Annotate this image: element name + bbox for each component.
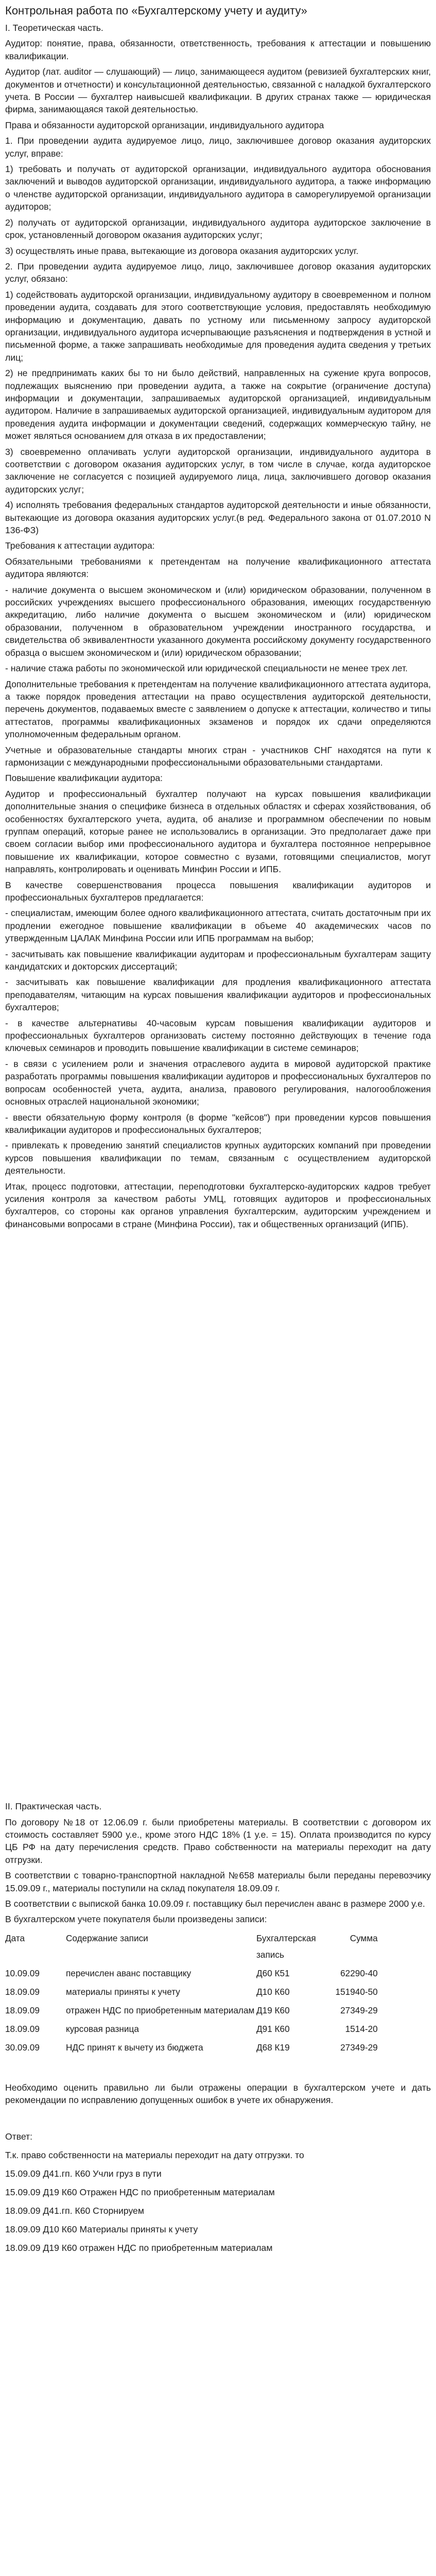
paragraph: - привлекать к проведению занятий специалистов крупных аудиторских компаний при проведении курсов повышения квалификации по темам, связанным с осуществлением аудиторской деятельности. bbox=[5, 1140, 431, 1176]
paragraph: В качестве совершенствования процесса повышения квалификации аудиторов и профессиональных бухгалтеров предлагается: bbox=[5, 879, 431, 903]
column-header: Сумма bbox=[350, 1933, 378, 1943]
paragraph: По договору №18 от 12.06.09 г. были приобретены материалы. В соответствии с договором их стоимость составляет 5900 у.е., кроме этого НДС 18% (1 у.е. = 15). Оплата производится по курсу ЦБ РФ на дату перечисления средств. Право собственности на материалы переходит на дату отгрузки. bbox=[5, 1817, 431, 1865]
paragraph: - наличие стажа работы по экономической или юридической специальности не менее трех лет. bbox=[5, 663, 408, 674]
table-row bbox=[5, 2001, 378, 2020]
paragraph: Требования к аттестации аудитора: bbox=[5, 540, 155, 551]
paragraph: 2) получать от аудиторской организации, индивидуального аудитора аудиторское заключение в срок, установленный договором оказания аудиторских услуг; bbox=[5, 217, 431, 241]
blank-space bbox=[5, 2061, 431, 2081]
answer-line: 18.09.09 Д41.гп. К60 Сторнируем bbox=[5, 2206, 144, 2216]
paragraph: Аудитор: понятие, права, обязанности, ответственность, требования к аттестации и повышению квалификации. bbox=[5, 38, 431, 61]
paragraph: Повышение квалификации аудитора: bbox=[5, 773, 163, 784]
paragraph: - засчитывать как повышение квалификации аудиторам и профессиональным бухгалтерам защиту кандидатских и докторских диссертаций; bbox=[5, 948, 431, 972]
table-cell: 62290-40 bbox=[340, 1968, 378, 1978]
table-row bbox=[5, 2020, 378, 2038]
paragraph: - в качестве альтернативы 40-часовым курсам повышения квалификации аудиторов и профессиональных бухгалтеров организовать систему постоянно действующих в течение года ключевых семинаров и проводить повышение квалификации в системе семинаров; bbox=[5, 1018, 431, 1054]
table-header-row bbox=[5, 1929, 378, 1964]
table-cell: 27349-29 bbox=[340, 2042, 378, 2053]
column-header: Бухгалтерская запись bbox=[256, 1933, 316, 1960]
paragraph: 3) осуществлять иные права, вытекающие из договора оказания аудиторских услуг. bbox=[5, 245, 359, 256]
table-cell: Д91 К60 bbox=[256, 2023, 290, 2034]
blank-space bbox=[5, 2110, 431, 2130]
paragraph: В соответствии с товарно-транспортной накладной №658 материалы были переданы перевозчику 15.09.09 г., материалы поступили на склад покупателя 18.09.09 г. bbox=[5, 1870, 431, 1893]
paragraph: - наличие документа о высшем экономическом и (или) юридическом образовании, полученном в российских учреждениях высшего профессионального образования, имеющих государственную аккредитацию, либо наличие документа о высшем экономическом и (или) юридическом образовании, полученном в образовательном учреждении иностранного государства, и свидетельства об эквивалентности указанного документа российскому документу государственного образца о высшем экономическом и (или) юридическом образовании; bbox=[5, 584, 431, 658]
paragraph: Итак, процесс подготовки, аттестации, переподготовки бухгалтерско-аудиторских кадров требует усиления контроля за качеством работы УМЦ, готовящих аудиторов и профессиональных бухгалтеров, со стороны как органов управления бухгалтерским, аудиторским учреждением и финансовыми вопросами в стране (Минфина России), так и общественных организаций (ИПБ). bbox=[5, 1181, 431, 1229]
answer-line: 15.09.09 Д41.гп. К60 Учли груз в пути bbox=[5, 2168, 162, 2179]
page-title: Контрольная работа по «Бухгалтерскому учету и аудиту» bbox=[5, 4, 307, 17]
paragraph: 4) исполнять требования федеральных стандартов аудиторской деятельности и иные обязанности, вытекающие из договора оказания аудиторских услуг.(в ред. Федерального закона от 01.07.2010 N 136-ФЗ) bbox=[5, 500, 431, 536]
table-row bbox=[5, 1964, 378, 1982]
paragraph: Аудитор и профессиональный бухгалтер получают на курсах повышения квалификации дополнительные знания о специфике бизнеса в отдельных областях и сферах хозяйствования, об особенностях бухгалтерского учета, аудита, об анализе и программном обеспечении по новым группам операций, которые ранее не использовались в организации. Это предполагает даже при своем согласии выбор ими профессионального аудитора и бухгалтера постоянное непрерывное повышение их квалификации, которое совместно с вузами, готовящими специалистов, могут направлять, контролировать и оценивать Минфин России и ИПБ. bbox=[5, 788, 431, 875]
paragraph: 1) содействовать аудиторской организации, индивидуальному аудитору в своевременном и полном проведении аудита, создавать для этого соответствующие условия, предоставлять необходимую информацию и документацию, давать по устному или письменному запросу аудиторской организации, индивидуального аудитора исчерпывающие разъяснения и подтверждения в устной и письменной форме, а также запрашивать необходимые для проведения аудита сведения у третьих лиц; bbox=[5, 289, 431, 363]
table-cell: 27349-29 bbox=[340, 2005, 378, 2015]
task-text: Необходимо оценить правильно ли были отражены операции в бухгалтерском учете и дать рекомендации по исправлению допущенных ошибок в учете их обнаружения. bbox=[5, 2082, 431, 2106]
answer-line: 15.09.09 Д19 К60 Отражен НДС по приобретенным материалам bbox=[5, 2187, 275, 2198]
table-cell: НДС принят к вычету из бюджета bbox=[66, 2042, 203, 2053]
answer-line: Т.к. право собственности на материалы переходит на дату отгрузки. то bbox=[5, 2150, 304, 2161]
paragraph: 2) не предпринимать каких бы то ни было действий, направленных на сужение круга вопросов, подлежащих выяснению при проведении аудита, а также на сокрытие (ограничение доступа) информации и документации, запрашиваемых аудиторской организацией, индивидуальным аудитором. Наличие в запрашиваемых аудиторской организацией, индивидуальным аудитором для проведения аудита информации и документации сведений, содержащих коммерческую тайну, не может являться основанием для отказа в их предоставлении; bbox=[5, 368, 431, 442]
column-header: Дата bbox=[5, 1933, 25, 1943]
table-cell: 18.09.09 bbox=[5, 2005, 40, 2015]
paragraph: Учетные и образовательные стандарты многих стран - участников СНГ находятся на пути к гармонизации с международными профессиональными образовательными стандартами. bbox=[5, 744, 431, 768]
table-cell: материалы приняты к учету bbox=[66, 1986, 180, 1997]
table-cell: Д19 К60 bbox=[256, 2005, 290, 2015]
paragraph: 1. При проведении аудита аудируемое лицо, лицо, заключившее договор оказания аудиторских услуг, вправе: bbox=[5, 135, 431, 159]
answer-line: 18.09.09 Д10 К60 Материалы приняты к учету bbox=[5, 2224, 198, 2235]
table-cell: 18.09.09 bbox=[5, 1986, 40, 1997]
column-header: Содержание записи bbox=[66, 1933, 148, 1943]
paragraph: - в связи с усилением роли и значения отраслевого аудита в мировой аудиторской практике разработать программы повышения квалификации аудиторов и профессиональных бухгалтеров по вопросам особенностей учета, аудита, анализа, правового регулирования, налогообложения основных отраслей национальной экономики; bbox=[5, 1058, 431, 1107]
table-cell: 10.09.09 bbox=[5, 1968, 40, 1978]
table-cell: перечислен аванс поставщику bbox=[66, 1968, 191, 1978]
paragraph: 2. При проведении аудита аудируемое лицо, лицо, заключившее договор оказания аудиторских услуг, обязано: bbox=[5, 261, 431, 284]
table-cell: 30.09.09 bbox=[5, 2042, 40, 2053]
table-cell: 151940-50 bbox=[335, 1986, 378, 1997]
part1-heading: I. Теоретическая часть. bbox=[5, 23, 103, 33]
paragraph: - засчитывать как повышение квалификации для продления квалификационного аттестата преподавателям, читающим на курсах повышения квалификации аудиторов и профессиональных бухгалтеров; bbox=[5, 977, 431, 1013]
table-cell: Д10 К60 bbox=[256, 1986, 290, 1997]
paragraph: В бухгалтерском учете покупателя были произведены записи: bbox=[5, 1914, 267, 1925]
part2-heading: II. Практическая часть. bbox=[5, 1801, 102, 1812]
paragraph: Обязательными требованиями к претендентам на получение квалификационного аттестата аудитора являются: bbox=[5, 556, 431, 580]
paragraph: - ввести обязательную форму контроля (в форме "кейсов") при проведении курсов повышения квалификации аудиторов и профессиональных бухгалтеров; bbox=[5, 1112, 431, 1135]
blank-space bbox=[5, 1233, 431, 1800]
table-row bbox=[5, 1982, 378, 2001]
paragraph: 3) своевременно оплачивать услуги аудиторской организации, индивидуального аудитора в соответствии с договором оказания аудиторских услуг, в том числе в случае, когда аудиторское заключение не согласуется с позицией аудируемого лица, лица, заключившего договор оказания аудиторских услуг; bbox=[5, 446, 431, 495]
paragraph: - специалистам, имеющим более одного квалификационного аттестата, считать достаточным при их продлении ежегодное повышение квалификации в объеме 40 академических часов по утвержденным ЦАЛАК Минфина России или ИПБ программам на выбор; bbox=[5, 908, 431, 944]
table-cell: отражен НДС по приобретенным материалам bbox=[66, 2005, 255, 2015]
ledger-table bbox=[5, 1929, 378, 2057]
paragraph: В соответствии с выпиской банка 10.09.09 г. поставщику был перечислен аванс в размере 2000 у.е. bbox=[5, 1899, 425, 1909]
table-cell: 1514-20 bbox=[345, 2023, 378, 2034]
table-cell: Д60 К51 bbox=[256, 1968, 290, 1978]
paragraph: 1) требовать и получать от аудиторской организации, индивидуального аудитора обоснования заключений и выводов аудиторской организации, индивидуального аудитора, а также информацию о членстве аудиторской организации, индивидуального аудитора в саморегулируемой организации аудиторов; bbox=[5, 164, 431, 212]
table-cell: курсовая разница bbox=[66, 2023, 139, 2034]
paragraph: Аудитор (лат. auditor — слушающий) — лицо, занимающееся аудитом (ревизией бухгалтерских книг, документов и отчетности) и консультационной деятельностью, связанной с наладкой бухгалтерского учета. В России — бухгалтер наивысшей квалификации. В других странах также — юридическая фирма, занимающаяся такой деятельностью. bbox=[5, 66, 431, 115]
answer-line: 18.09.09 Д19 К60 отражен НДС по приобретенным материалам bbox=[5, 2243, 273, 2253]
answer-label: Ответ: bbox=[5, 2131, 33, 2142]
paragraph: Права и обязанности аудиторской организации, индивидуального аудитора bbox=[5, 120, 324, 130]
table-cell: Д68 К19 bbox=[256, 2042, 290, 2053]
paragraph: Дополнительные требования к претендентам на получение квалификационного аттестата аудитора, а также порядок проведения аттестации на право осуществления аудиторской деятельности, перечень документов, подаваемых вместе с заявлением о допуске к аттестации, количество и типы аттестатов, программы квалификационных экзаменов и порядок их сдачи определяются уполномоченным федеральным органом. bbox=[5, 679, 431, 740]
table-cell: 18.09.09 bbox=[5, 2023, 40, 2034]
table-row bbox=[5, 2038, 378, 2057]
